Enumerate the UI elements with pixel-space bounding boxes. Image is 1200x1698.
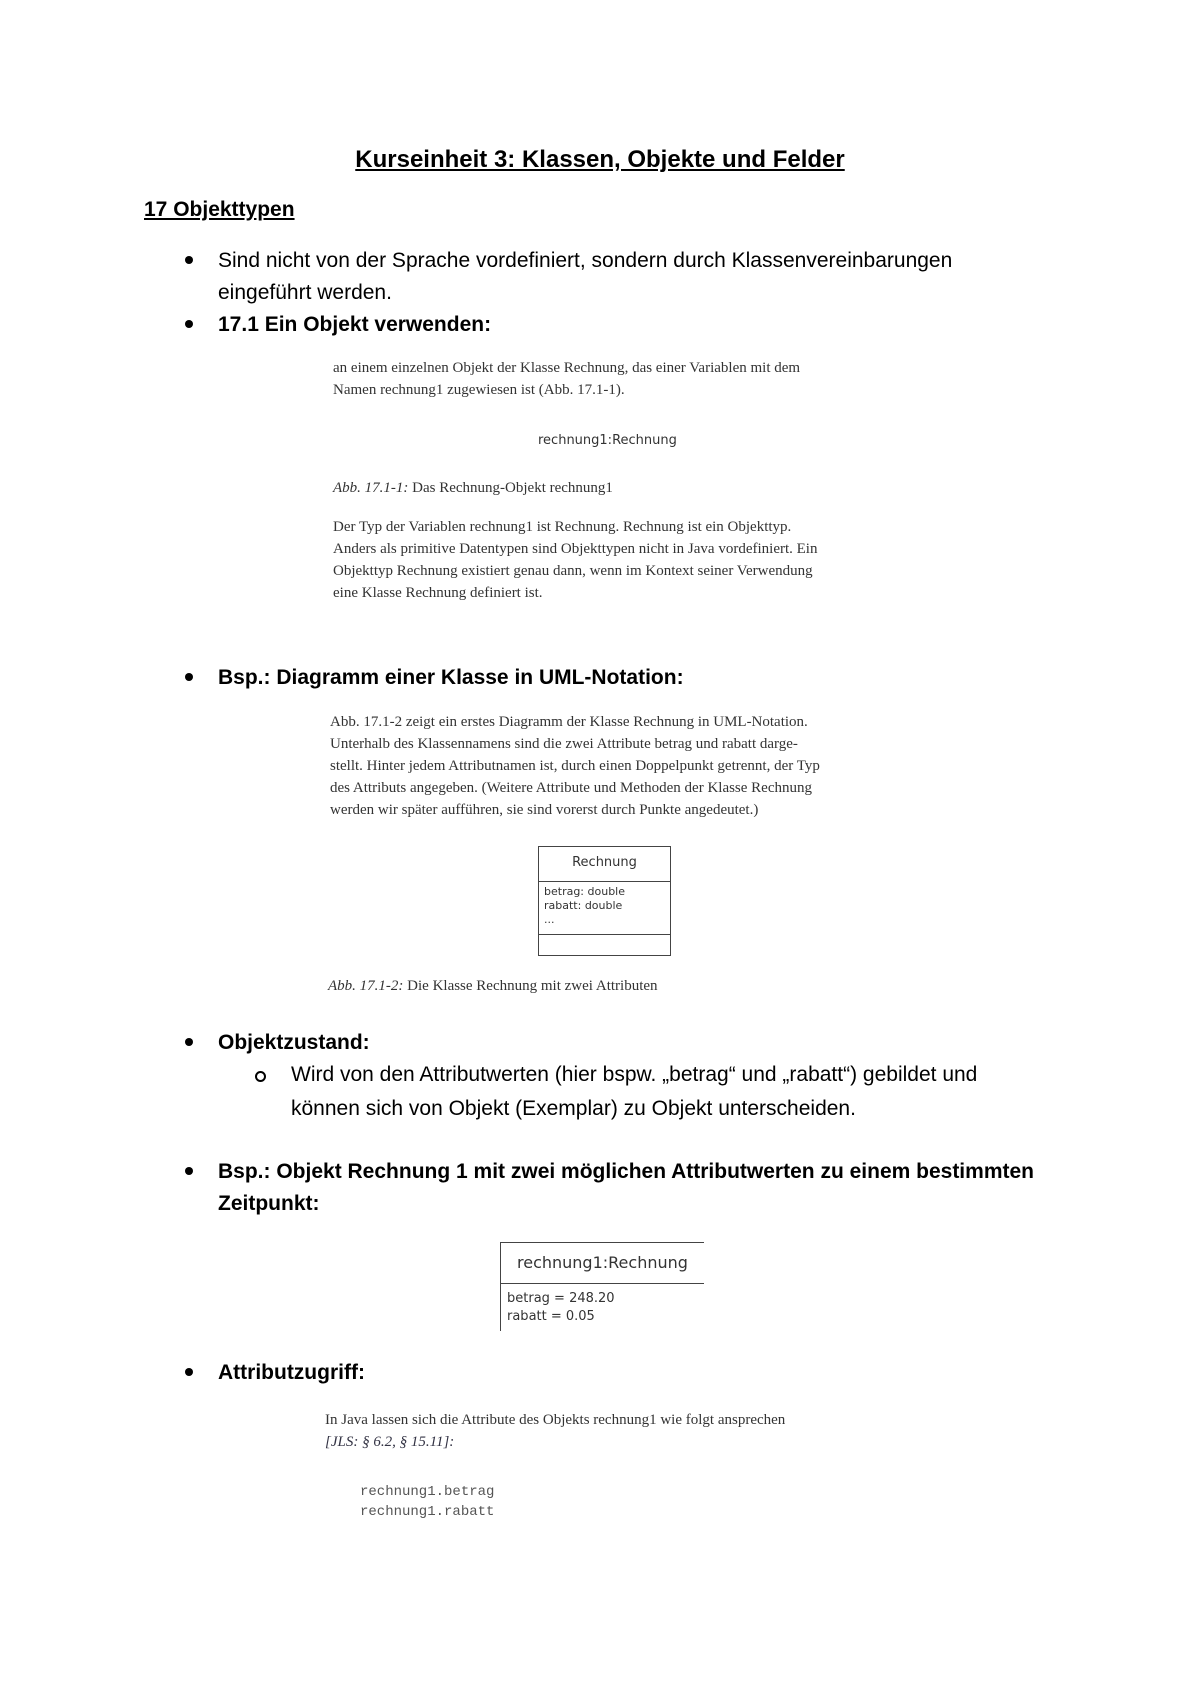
uml-attribute: rabatt: double bbox=[544, 899, 623, 912]
excerpt-line: des Attributs angegeben. (Weitere Attribute und Methoden der Klasse Rechnung bbox=[330, 780, 812, 796]
object-label: rechnung1:Rechnung bbox=[538, 433, 677, 448]
book-excerpt bbox=[333, 357, 893, 401]
excerpt-line: an einem einzelnen Objekt der Klasse Rechnung, das einer Variablen mit dem bbox=[333, 360, 801, 376]
bullet-icon bbox=[185, 1368, 193, 1376]
bullet-heading: Bsp.: Diagramm einer Klasse in UML-Notation: bbox=[218, 666, 684, 689]
excerpt-line: Anders als primitive Datentypen sind Objekttypen nicht in Java vordefiniert. Ein bbox=[333, 541, 818, 557]
excerpt-line: In Java lassen sich die Attribute des Objekts rechnung1 wie folgt ansprechen bbox=[325, 1412, 786, 1428]
excerpt-line: Unterhalb des Klassennamens sind die zwei Attribute betrag und rabatt darge- bbox=[330, 736, 798, 752]
book-excerpt bbox=[333, 516, 893, 604]
excerpt-reference: [JLS: § 6.2, § 15.11]: bbox=[325, 1434, 455, 1450]
bullet-heading: Objektzustand: bbox=[218, 1031, 370, 1054]
figure-caption bbox=[333, 480, 613, 497]
object-attribute: betrag = 248.20 bbox=[507, 1291, 615, 1306]
caption-text: Die Klasse Rechnung mit zwei Attributen bbox=[407, 978, 658, 994]
object-attribute: rabatt = 0.05 bbox=[507, 1309, 595, 1324]
caption-prefix: Abb. 17.1-2: bbox=[328, 978, 404, 994]
uml-class-name: Rechnung bbox=[539, 847, 670, 882]
bullet-icon bbox=[185, 1038, 193, 1046]
bullet-icon bbox=[185, 1167, 193, 1175]
bullet-text: Sind nicht von der Sprache vordefiniert, sondern durch Klassenvereinbarungen bbox=[218, 249, 953, 272]
uml-attribute: betrag: double bbox=[544, 885, 626, 898]
page-title: Kurseinheit 3: Klassen, Objekte und Felder bbox=[355, 146, 845, 173]
excerpt-line: Objekttyp Rechnung existiert genau dann, wenn im Kontext seiner Verwendung bbox=[333, 563, 813, 579]
code-line: rechnung1.betrag bbox=[360, 1484, 495, 1500]
book-excerpt bbox=[330, 711, 900, 821]
excerpt-line: eine Klasse Rechnung definiert ist. bbox=[333, 585, 543, 601]
bullet-icon bbox=[185, 673, 193, 681]
caption-prefix: Abb. 17.1-1: bbox=[333, 480, 409, 496]
object-attributes bbox=[501, 1284, 704, 1332]
book-excerpt bbox=[325, 1409, 925, 1453]
figure-caption bbox=[328, 978, 658, 995]
excerpt-line: Der Typ der Variablen rechnung1 ist Rechnung. Rechnung ist ein Objekttyp. bbox=[333, 519, 792, 535]
excerpt-line: Abb. 17.1-2 zeigt ein erstes Diagramm der Klasse Rechnung in UML-Notation. bbox=[330, 714, 808, 730]
bullet-icon bbox=[185, 320, 193, 328]
code-block bbox=[360, 1482, 494, 1522]
excerpt-line: Namen rechnung1 zugewiesen ist (Abb. 17.1-1). bbox=[333, 382, 625, 398]
uml-class-diagram bbox=[538, 846, 671, 956]
sub-bullet-text: Wird von den Attributwerten (hier bspw. „betrag“ und „rabatt“) gebildet und bbox=[291, 1063, 978, 1086]
bullet-heading: 17.1 Ein Objekt verwenden: bbox=[218, 313, 492, 336]
bullet-heading: Attributzugriff: bbox=[218, 1361, 365, 1384]
bullet-heading: Bsp.: Objekt Rechnung 1 mit zwei möglichen Attributwerten zu einem bestimmten bbox=[218, 1160, 1034, 1183]
section-heading: 17 Objekttypen bbox=[144, 198, 295, 221]
excerpt-line: stellt. Hinter jedem Attributnamen ist, durch einen Doppelpunkt getrennt, der Typ bbox=[330, 758, 820, 774]
uml-attributes bbox=[539, 882, 670, 935]
bullet-icon bbox=[185, 256, 193, 264]
bullet-text: eingeführt werden. bbox=[218, 281, 392, 304]
excerpt-line: werden wir später aufführen, sie sind vorerst durch Punkte angedeutet.) bbox=[330, 802, 759, 818]
object-name: rechnung1:Rechnung bbox=[501, 1243, 704, 1284]
uml-object-diagram bbox=[500, 1242, 704, 1331]
sub-bullet-text: können sich von Objekt (Exemplar) zu Objekt unterscheiden. bbox=[291, 1097, 856, 1120]
uml-attribute-dots: ... bbox=[544, 913, 555, 926]
code-line: rechnung1.rabatt bbox=[360, 1504, 495, 1520]
sub-bullet-icon bbox=[255, 1071, 266, 1082]
bullet-heading: Zeitpunkt: bbox=[218, 1192, 320, 1215]
caption-text: Das Rechnung-Objekt rechnung1 bbox=[412, 480, 613, 496]
